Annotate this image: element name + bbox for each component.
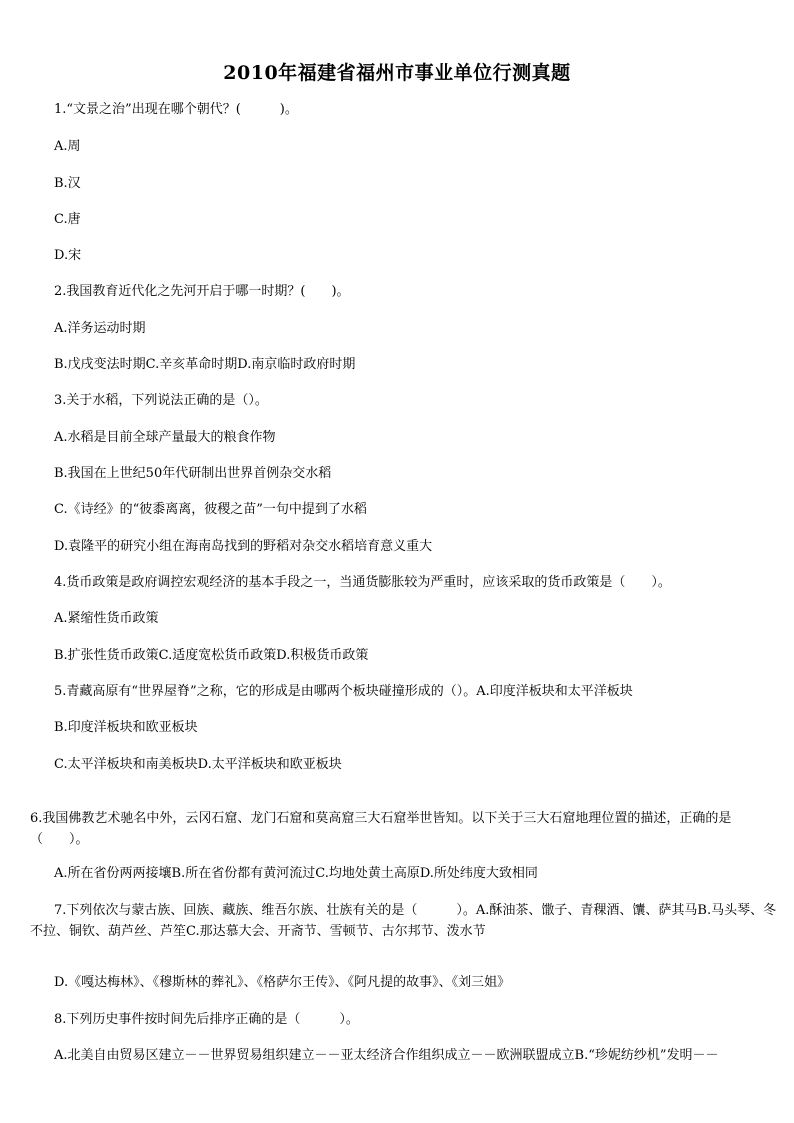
- question-5-options-cd: C.太平洋板块和南美板块D.太平洋板块和欧亚板块: [54, 757, 342, 772]
- question-1-option-b: B.汉: [54, 176, 81, 191]
- question-8: 8.下列历史事件按时间先后排序正确的是（ ）。: [54, 1012, 359, 1027]
- question-6: 6.我国佛教艺术驰名中外，云冈石窟、龙门石窟和莫高窟三大石窟举世皆知。以下关于三大石窟地理位置的描述，正确的是（ ）。: [30, 811, 732, 847]
- question-7: 7.下列依次与蒙古族、回族、藏族、维吾尔族、壮族有关的是（ ）。A.酥油茶、馓子、青稞酒、馕、萨其马B.马头琴、冬不拉、铜钦、葫芦丝、芦笙C.那达慕大会、开斋节、雪顿节、古尔邦节、泼水节: [30, 903, 777, 939]
- question-4-option-a: A.紧缩性货币政策: [54, 611, 159, 626]
- question-4-options-bcd: B.扩张性货币政策C.适度宽松货币政策D.积极货币政策: [54, 648, 369, 663]
- question-3-option-a: A.水稻是目前全球产量最大的粮食作物: [54, 430, 276, 445]
- question-3-option-c: C.《诗经》的“彼黍离离，彼稷之苗”一句中提到了水稻: [54, 502, 367, 517]
- question-5: 5.青藏高原有“世界屋脊”之称，它的形成是由哪两个板块碰撞形成的（）。A.印度洋板块和太平洋板块: [54, 684, 633, 699]
- question-1-option-c: C.唐: [54, 212, 81, 227]
- question-1-option-d: D.宋: [54, 248, 82, 263]
- question-1: 1.“文景之治”出现在哪个朝代？( )。: [54, 102, 298, 117]
- question-8-option-a: A.北美自由贸易区建立－－世界贸易组织建立－－亚太经济合作组织成立－－欧洲联盟成立B.“珍妮纺纱机”发明－－: [54, 1048, 719, 1063]
- question-3-option-d: D.袁隆平的研究小组在海南岛找到的野稻对杂交水稻培育意义重大: [54, 539, 433, 554]
- question-6-options: A.所在省份两两接壤B.所在省份都有黄河流过C.均地处黄土高原D.所处纬度大致相同: [54, 866, 538, 881]
- question-3: 3.关于水稻，下列说法正确的是（）。: [54, 393, 268, 408]
- question-7-option-d: D.《嘎达梅林》、《穆斯林的葬礼》、《格萨尔王传》、《阿凡提的故事》、《刘三姐》: [54, 975, 511, 990]
- question-2: 2.我国教育近代化之先河开启于哪一时期？( )。: [54, 284, 350, 299]
- question-4: 4.货币政策是政府调控宏观经济的基本手段之一，当通货膨胀较为严重时，应该采取的货币政策是（ ）。: [54, 575, 671, 590]
- question-2-options-bcd: B.戊戌变法时期C.辛亥革命时期D.南京临时政府时期: [54, 357, 356, 372]
- question-5-option-b: B.印度洋板块和欧亚板块: [54, 720, 198, 735]
- question-3-option-b: B.我国在上世纪50年代研制出世界首例杂交水稻: [54, 466, 332, 481]
- question-1-option-a: A.周: [54, 139, 81, 154]
- question-2-option-a: A.洋务运动时期: [54, 321, 146, 336]
- page-title: 2010年福建省福州市事业单位行测真题: [223, 62, 571, 84]
